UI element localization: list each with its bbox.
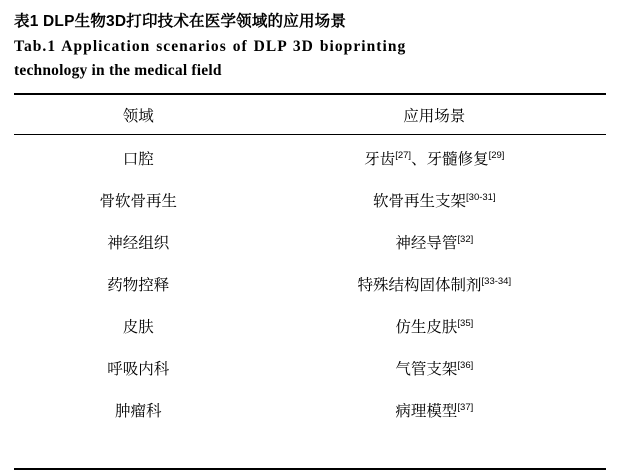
cell-field: 口腔 (122, 151, 154, 169)
reference-marker: [27] (395, 150, 412, 162)
scenario-text: 病理模型 (395, 403, 458, 421)
scenario-text: 仿生皮肤 (395, 319, 458, 337)
scenario-text: 牙齿 (364, 151, 396, 169)
cell-scenario (263, 263, 606, 305)
cell-scenario (263, 135, 606, 180)
cell-field: 肿瘤科 (115, 403, 162, 421)
cell-scenario (263, 347, 606, 389)
cell-field: 皮肤 (122, 319, 154, 337)
reference-marker: [30-31] (466, 192, 496, 204)
reference-marker: [37] (457, 402, 474, 414)
table-header (14, 94, 606, 135)
caption-english-line2: technology in the medical field (14, 62, 222, 80)
scenario-text: 神经导管 (395, 235, 458, 253)
caption-chinese: 表1 DLP生物3D打印技术在医学领域的应用场景 (14, 13, 347, 30)
column-header-scenario: 应用场景 (263, 94, 606, 135)
table-row (14, 389, 606, 431)
scenario-text: 气管支架 (395, 361, 458, 379)
table-row (14, 263, 606, 305)
caption-english-line1: Tab.1 Application scenarios of DLP 3D bioprinting (14, 38, 407, 56)
table-row (14, 179, 606, 221)
cell-field: 药物控释 (107, 277, 170, 295)
scenario-text: 软骨再生支架 (373, 193, 467, 211)
cell-field: 呼吸内科 (107, 361, 170, 379)
table-row (14, 305, 606, 347)
reference-marker: [29] (488, 150, 505, 162)
table-row (14, 221, 606, 263)
table-row (14, 135, 606, 180)
reference-marker: [35] (457, 318, 474, 330)
cell-scenario (263, 179, 606, 221)
cell-scenario (263, 221, 606, 263)
column-header-field: 领域 (14, 94, 263, 135)
reference-marker: [32] (457, 234, 474, 246)
table-header-row (14, 94, 606, 135)
cell-scenario (263, 389, 606, 431)
reference-marker: [36] (457, 360, 474, 372)
cell-field: 骨软骨再生 (99, 193, 178, 211)
table-row (14, 347, 606, 389)
table-caption (14, 10, 606, 83)
cell-field: 神经组织 (107, 235, 170, 253)
table-body (14, 135, 606, 432)
scenario-text-secondary: 、牙髓修复 (411, 151, 489, 169)
cell-scenario (263, 305, 606, 347)
application-scenarios-table (14, 93, 606, 431)
reference-marker: [33-34] (481, 276, 512, 288)
scenario-text: 特殊结构固体制剂 (357, 277, 482, 295)
caption-english (14, 35, 606, 83)
